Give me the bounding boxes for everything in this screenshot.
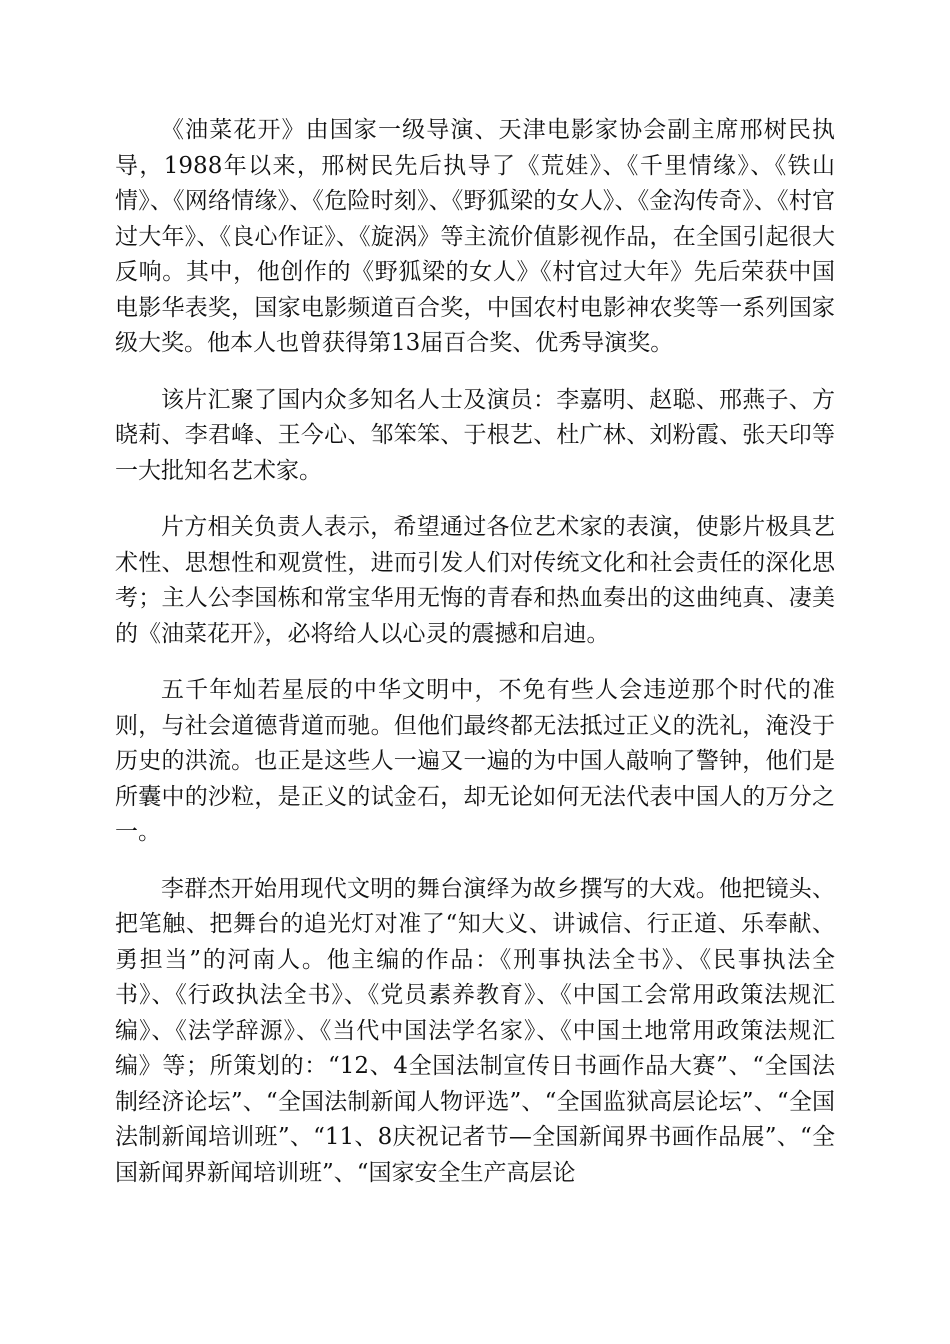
paragraph-3: 片方相关负责人表示，希望通过各位艺术家的表演，使影片极具艺术性、思想性和观赏性，进而引发人们对传统文化和社会责任的深化思考；主人公李国栋和常宝华用无悔的青春和热血奏出的这曲纯真、凄美的《油菜花开》，必将给人以心灵的震撼和启迪。 bbox=[115, 514, 835, 647]
paragraph-2: 该片汇聚了国内众多知名人士及演员：李嘉明、赵聪、邢燕子、方晓莉、李君峰、王今心、邹笨笨、于根艺、杜广林、刘粉霞、张天印等一大批知名艺术家。 bbox=[115, 386, 835, 484]
document-body bbox=[115, 113, 835, 1212]
paragraph-5: 李群杰开始用现代文明的舞台演绎为故乡撰写的大戏。他把镜头、把笔触、把舞台的追光灯对准了“知大义、讲诚信、行正道、乐奉献、勇担当”的河南人。他主编的作品：《刑事执法全书》、《民事执法全书》、《行政执法全书》、《党员素养教育》、《中国工会常用政策法规汇编》、《法学辞源》、《当代中国法学名家》、《中国土地常用政策法规汇编》等；所策划的：“12、4全国法制宣传日书画作品大赛”、“全国法制经济论坛”、“全国法制新闻人物评选”、“全国监狱高层论坛”、“全国法制新闻培训班”、“11、8庆祝记者节—全国新闻界书画作品展”、“全国新闻界新闻培训班”、“国家安全生产高层论 bbox=[115, 875, 835, 1186]
paragraph-1: 《油菜花开》由国家一级导演、天津电影家协会副主席邢树民执导，1988年以来，邢树民先后执导了《荒娃》、《千里情缘》、《铁山情》、《网络情缘》、《危险时刻》、《野狐梁的女人》、《金沟传奇》、《村官过大年》、《良心作证》、《旋涡》等主流价值影视作品，在全国引起很大反响。其中，他创作的《野狐梁的女人》《村官过大年》先后荣获中国电影华表奖，国家电影频道百合奖，中国农村电影神农奖等一系列国家级大奖。他本人也曾获得第13届百合奖、优秀导演奖。 bbox=[115, 117, 835, 356]
paragraph-4: 五千年灿若星辰的中华文明中，不免有些人会违逆那个时代的准则，与社会道德背道而驰。但他们最终都无法抵过正义的洗礼，淹没于历史的洪流。也正是这些人一遍又一遍的为中国人敲响了警钟，他们是所囊中的沙粒，是正义的试金石，却无论如何无法代表中国人的万分之一。 bbox=[115, 677, 835, 845]
